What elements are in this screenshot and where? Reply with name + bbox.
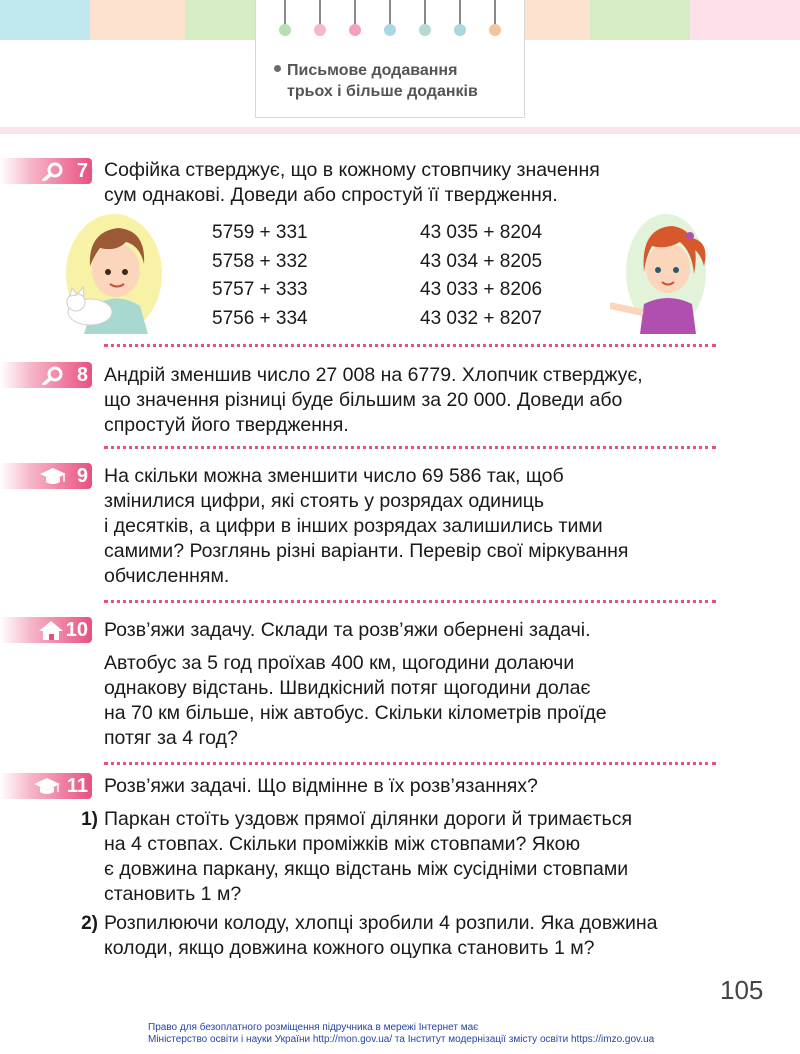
header-band-peach-right <box>525 0 590 40</box>
boy-with-cat-illustration <box>62 212 166 334</box>
magnifier-icon <box>40 161 66 181</box>
task-badge-9: 9 <box>0 463 92 489</box>
bullet-icon <box>274 65 281 72</box>
subtask-1-label: 1) <box>81 809 98 830</box>
header-band-green <box>185 0 255 40</box>
subtask-2-label: 2) <box>81 913 98 934</box>
spiral-ring <box>384 0 396 36</box>
task-badge-10: 10 <box>0 617 92 643</box>
spiral-ring <box>419 0 431 36</box>
header-band-pink <box>690 0 800 40</box>
task-badge-7: 7 <box>0 158 92 184</box>
header-band-green-right <box>590 0 690 40</box>
magnifier-icon <box>40 365 66 385</box>
subtask-1-text: Паркан стоїть уздовж прямої ділянки дороги й тримається на 4 стовпах. Скільки проміжків між стовпами? Якою є довжина паркану, якщо відстань між сусідніми стовпами становить 1 м? <box>104 808 633 905</box>
divider-dotted <box>104 762 716 765</box>
graduation-cap-icon <box>34 776 60 796</box>
sums-column-2: 43 035 + 8204 43 034 + 8205 43 033 + 8206 43 032 + 8207 <box>420 222 543 329</box>
sums-column-1: 5759 + 331 5758 + 332 5757 + 333 5756 + 334 <box>212 222 308 329</box>
girl-illustration <box>610 212 710 334</box>
divider-dotted <box>104 446 716 449</box>
header-band-peach <box>90 0 185 40</box>
home-icon <box>38 620 64 640</box>
spiral-ring <box>489 0 501 36</box>
task-11-intro: Розв’яжи задачі. Що відмінне в їх розв’язаннях? <box>104 775 538 797</box>
spiral-ring <box>314 0 326 36</box>
divider-dotted <box>104 344 716 347</box>
spiral-ring <box>454 0 466 36</box>
footer-copyright: Право для безоплатного розміщення підручника в мережі Інтернет має Міністерство освіти і науки України http://mon.gov.ua/ та Інститут модернізації змісту освіти https://imzo.gov.ua <box>148 1022 655 1045</box>
graduation-cap-icon <box>40 466 66 486</box>
spiral-ring <box>349 0 361 36</box>
topic-title: Письмове додавання трьох і більше доданків <box>274 60 524 102</box>
task-10-text: Розв’яжи задачу. Склади та розв’яжи обернені задачі. Автобус за 5 год проїхав 400 км, щогодини долаючи однакову відстань. Швидкісний потяг щогодини долає на 70 км більше, ніж автобус. Скільки кілометрів проїде потяг за 4 год? <box>104 619 607 749</box>
task-8-text: Андрій зменшив число 27 008 на 6779. Хлопчик стверджує, що значення різниці буде більшим за 20 000. Доведи або спростуй його твердження. <box>104 364 643 436</box>
task-9-text: На скільки можна зменшити число 69 586 так, щоб змінилися цифри, які стоять у розрядах одиниць і десятків, а цифри в інших розрядах залишились тими самими? Розглянь різні варіанти. Перевір свої міркування обчисленням. <box>104 465 629 587</box>
task-badge-8: 8 <box>0 362 92 388</box>
header-divider <box>0 127 800 134</box>
divider-dotted <box>104 600 716 603</box>
subtask-2-text: Розпилюючи колоду, хлопці зробили 4 розпили. Яка довжина колоди, якщо довжина кожного оцупка становить 1 м? <box>104 912 658 959</box>
page-number: 105 <box>720 975 764 1005</box>
task-badge-11: 11 <box>0 773 92 799</box>
spiral-ring <box>279 0 291 36</box>
header-band-blue <box>0 0 90 40</box>
task-7-text: Софійка стверджує, що в кожному стовпчику значення сум однакові. Доведи або спростуй її твердження. <box>104 159 600 206</box>
topic-card <box>255 0 525 118</box>
